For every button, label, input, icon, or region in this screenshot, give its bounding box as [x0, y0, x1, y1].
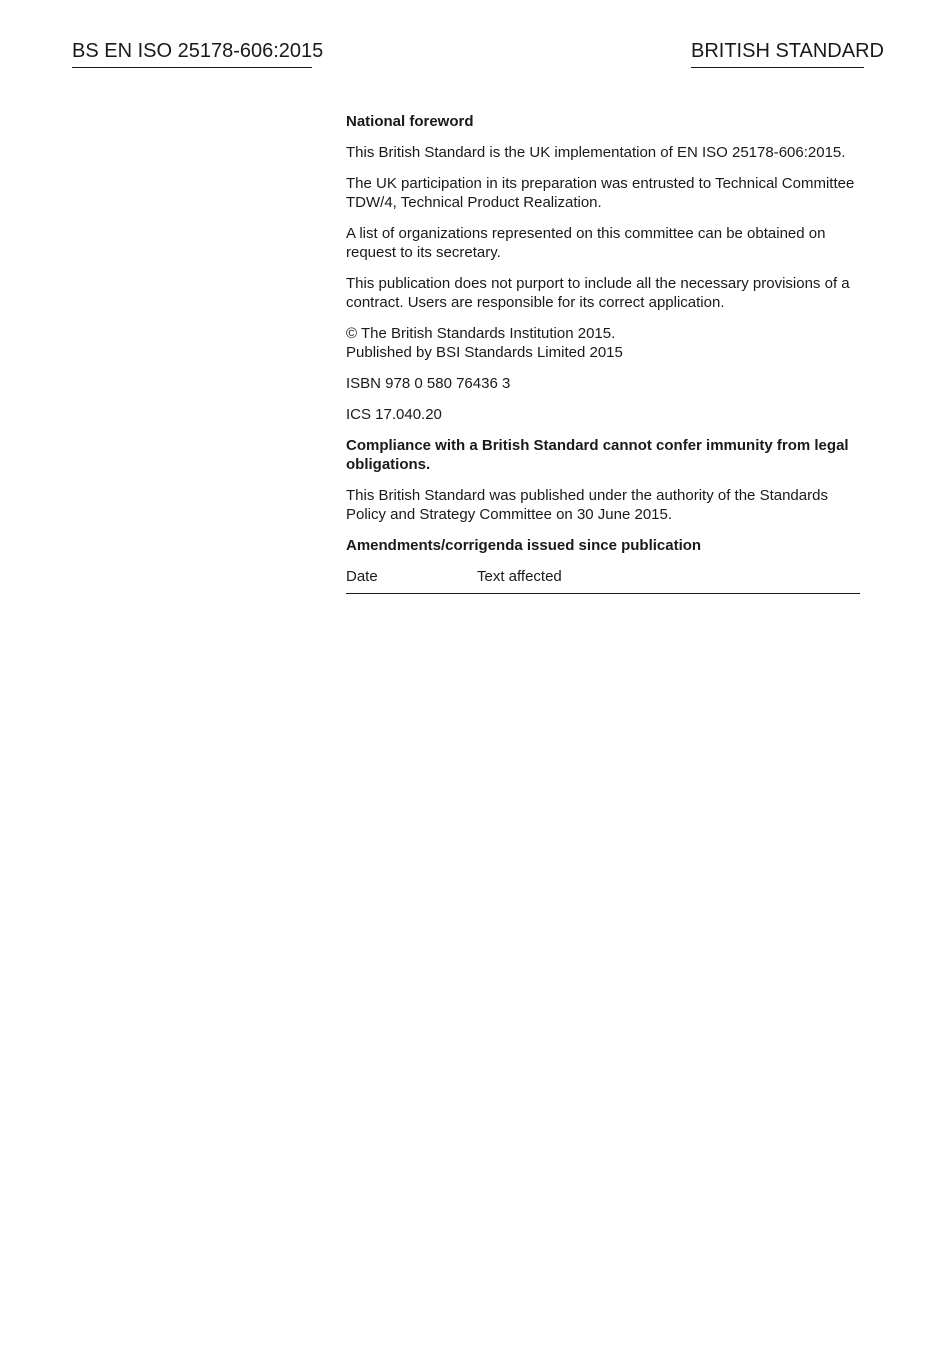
foreword-paragraph-committee: The UK participation in its preparation was entrusted to Technical Committee TDW/4, Technical Product Realization.: [346, 175, 855, 211]
standard-type-header: BRITISH STANDARD: [691, 38, 864, 68]
amendments-title: Amendments/corrigenda issued since publication: [346, 537, 702, 554]
compliance-statement: Compliance with a British Standard cannot confer immunity from legal obligations.: [346, 437, 849, 473]
amendments-table: [346, 567, 860, 594]
isbn-line: ISBN 978 0 580 76436 3: [346, 375, 511, 392]
amendments-header-row: [346, 567, 860, 594]
foreword-paragraph-organizations: A list of organizations represented on this committee can be obtained on request to its secretary.: [346, 225, 826, 261]
copyright-line: © The British Standards Institution 2015.: [346, 325, 616, 342]
copyright-block: [346, 324, 860, 362]
foreword-paragraph-disclaimer: This publication does not purport to include all the necessary provisions of a contract. Users are responsible for its correct application.: [346, 275, 850, 311]
publisher-line: Published by BSI Standards Limited 2015: [346, 344, 623, 361]
national-foreword-section: [346, 112, 860, 594]
ics-line: ICS 17.040.20: [346, 406, 442, 423]
foreword-paragraph-implementation: This British Standard is the UK implementation of EN ISO 25178-606:2015.: [346, 144, 846, 161]
publication-authority-statement: This British Standard was published under the authority of the Standards Policy and Strategy Committee on 30 June 2015.: [346, 487, 828, 523]
foreword-title: National foreword: [346, 113, 474, 130]
amendments-column-text-affected: Text affected: [477, 567, 860, 594]
document-id-header: BS EN ISO 25178-606:2015: [72, 38, 312, 68]
amendments-column-date: Date: [346, 567, 477, 594]
